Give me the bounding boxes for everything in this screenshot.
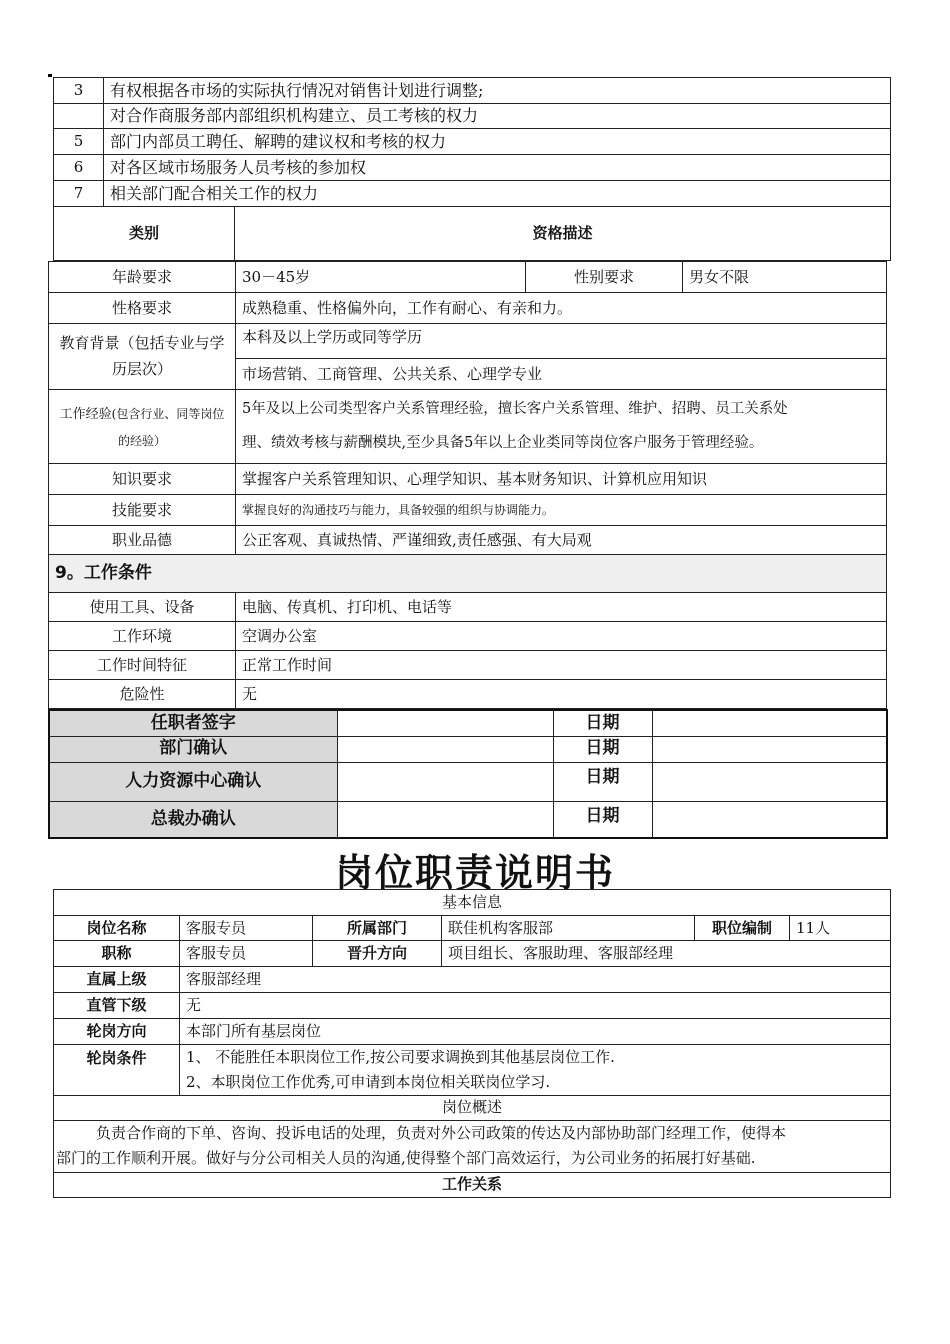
signature-row [49, 762, 887, 801]
signature-table [48, 709, 888, 839]
superior-value: 客服部经理 [180, 967, 891, 993]
date-label: 日期 [553, 801, 652, 838]
basic-info-row [54, 967, 891, 993]
experience-label-main: 工作经验 [59, 406, 112, 422]
document-title: 岗位职责说明书 [334, 850, 615, 895]
rotation-condition-label: 轮岗条件 [54, 1045, 180, 1096]
experience-label-note: (包含行业、同等岗位的经验） [111, 406, 225, 448]
basic-info-row [54, 1019, 891, 1045]
signature-field[interactable] [337, 736, 553, 762]
title-value: 客服专员 [180, 941, 313, 967]
rights-text: 对各区域市场服务人员考核的参加权 [104, 155, 891, 181]
work-condition-row [49, 593, 887, 622]
experience-label [49, 390, 236, 464]
education-label: 教育背景（包括专业与学历层次） [49, 324, 236, 390]
work-condition-value: 空调办公室 [236, 622, 887, 651]
work-condition-value: 无 [236, 680, 887, 709]
date-label: 日期 [553, 710, 652, 736]
gender-value: 男女不限 [683, 262, 887, 293]
qualification-header-description: 资格描述 [235, 207, 891, 261]
position-label: 岗位名称 [54, 916, 180, 941]
rotation-direction-label: 轮岗方向 [54, 1019, 180, 1045]
rights-row [54, 129, 891, 155]
rights-num: 5 [54, 129, 104, 155]
signature-row [49, 710, 887, 736]
signature-field[interactable] [337, 801, 553, 838]
rights-row [54, 104, 891, 129]
rights-num: 7 [54, 181, 104, 207]
basic-info-row [54, 1045, 891, 1096]
rotation-condition-value [180, 1045, 891, 1096]
work-conditions-title-row [49, 555, 887, 593]
promotion-value: 项目组长、客服助理、客服部经理 [442, 941, 891, 967]
rights-row [54, 181, 891, 207]
qualification-header-table [53, 206, 891, 261]
skill-label: 技能要求 [49, 495, 236, 526]
work-relations-title: 工作关系 [54, 1172, 891, 1197]
skill-row [49, 495, 887, 526]
work-condition-row [49, 651, 887, 680]
experience-line-1: 5年及以上公司类型客户关系管理经验，擅长客户关系管理、维护、招聘、员工关系处 [242, 401, 788, 418]
age-row [49, 262, 887, 293]
knowledge-value: 掌握客户关系管理知识、心理学知识、基本财务知识、计算机应用知识 [236, 464, 887, 495]
experience-value [236, 390, 887, 464]
subordinate-value: 无 [180, 993, 891, 1019]
superior-label: 直属上级 [54, 967, 180, 993]
rights-row [54, 78, 891, 104]
signature-field[interactable] [337, 762, 553, 801]
experience-row [49, 390, 887, 464]
personality-value: 成熟稳重、性格偏外向，工作有耐心、有亲和力。 [236, 293, 887, 324]
date-label: 日期 [553, 762, 652, 801]
signature-label: 人力资源中心确认 [49, 762, 337, 801]
rotation-direction-value: 本部门所有基层岗位 [180, 1019, 891, 1045]
work-condition-row [49, 680, 887, 709]
promotion-label: 晋升方向 [313, 941, 442, 967]
rotation-condition-1: 1、 不能胜任本职岗位工作,按公司要求调换到其他基层岗位工作. [186, 1048, 615, 1066]
age-value: 30－45岁 [236, 262, 526, 293]
personality-label: 性格要求 [49, 293, 236, 324]
date-label: 日期 [553, 736, 652, 762]
work-condition-label: 危险性 [49, 680, 236, 709]
overview-line-2: 部门的工作顺利开展。做好与分公司相关人员的沟通,使得整个部门高效运行，为公司业务的拓展打好基础. [56, 1149, 756, 1167]
signature-row [49, 736, 887, 762]
work-relations-title-row [54, 1172, 891, 1197]
work-condition-label: 工作环境 [49, 622, 236, 651]
experience-line-2: 理、绩效考核与薪酬模块,至少具备5年以上企业类同等岗位客户服务于管理经验。 [242, 434, 764, 451]
title-label: 职称 [54, 941, 180, 967]
knowledge-row [49, 464, 887, 495]
signature-label: 总裁办确认 [49, 801, 337, 838]
position-value: 客服专员 [180, 916, 313, 941]
rights-text: 有权根据各市场的实际执行情况对销售计划进行调整; [104, 78, 891, 104]
page-corner-mark [48, 74, 52, 77]
ethics-value: 公正客观、真诚热情、严谨细致,责任感强、有大局观 [236, 526, 887, 555]
personality-row [49, 293, 887, 324]
overview-title-row [54, 1095, 891, 1120]
department-value: 联佳机构客服部 [442, 916, 695, 941]
rights-text: 相关部门配合相关工作的权力 [104, 181, 891, 207]
basic-info-row [54, 941, 891, 967]
work-condition-label: 工作时间特征 [49, 651, 236, 680]
subordinate-label: 直管下级 [54, 993, 180, 1019]
signature-row [49, 801, 887, 838]
work-condition-value: 正常工作时间 [236, 651, 887, 680]
age-label: 年龄要求 [49, 262, 236, 293]
rights-num: 3 [54, 78, 104, 104]
education-major: 市场营销、工商管理、公共关系、心理学专业 [236, 359, 887, 390]
rights-num [54, 104, 104, 129]
date-field[interactable] [652, 762, 887, 801]
work-condition-value: 电脑、传真机、打印机、电话等 [236, 593, 887, 622]
work-condition-label: 使用工具、设备 [49, 593, 236, 622]
headcount-label: 职位编制 [695, 916, 790, 941]
skill-value: 掌握良好的沟通技巧与能力，具备较强的组织与协调能力。 [236, 495, 887, 526]
signature-field[interactable] [337, 710, 553, 736]
basic-info-title: 基本信息 [54, 890, 891, 916]
basic-info-row [54, 993, 891, 1019]
overview-title: 岗位概述 [54, 1095, 891, 1120]
education-row [49, 324, 887, 359]
basic-info-title-row [54, 890, 891, 916]
date-field[interactable] [652, 710, 887, 736]
date-field[interactable] [652, 801, 887, 838]
education-level: 本科及以上学历或同等学历 [236, 324, 887, 359]
ethics-label: 职业品德 [49, 526, 236, 555]
qualification-table [48, 261, 887, 709]
rights-table [53, 77, 891, 207]
overview-row [54, 1120, 891, 1172]
overview-text [54, 1120, 891, 1172]
ethics-row [49, 526, 887, 555]
signature-label: 任职者签字 [49, 710, 337, 736]
department-label: 所属部门 [313, 916, 442, 941]
rights-num: 6 [54, 155, 104, 181]
gender-label: 性别要求 [526, 262, 683, 293]
work-condition-row [49, 622, 887, 651]
rotation-condition-2: 2、本职岗位工作优秀,可申请到本岗位相关联岗位学习. [186, 1072, 551, 1091]
rights-text: 部门内部员工聘任、解聘的建议权和考核的权力 [104, 129, 891, 155]
knowledge-label: 知识要求 [49, 464, 236, 495]
basic-info-row [54, 916, 891, 941]
work-conditions-title: 9。工作条件 [49, 555, 887, 593]
headcount-value: 11人 [790, 916, 891, 941]
rights-row [54, 155, 891, 181]
qualification-header-category: 类别 [54, 207, 235, 261]
date-field[interactable] [652, 736, 887, 762]
rights-text: 对合作商服务部内部组织机构建立、员工考核的权力 [104, 104, 891, 129]
overview-line-1: 负责合作商的下单、咨询、投诉电话的处理，负责对外公司政策的传达及内部协助部门经理工作，使得本 [96, 1123, 787, 1142]
basic-info-table [53, 889, 891, 1198]
signature-label: 部门确认 [49, 736, 337, 762]
